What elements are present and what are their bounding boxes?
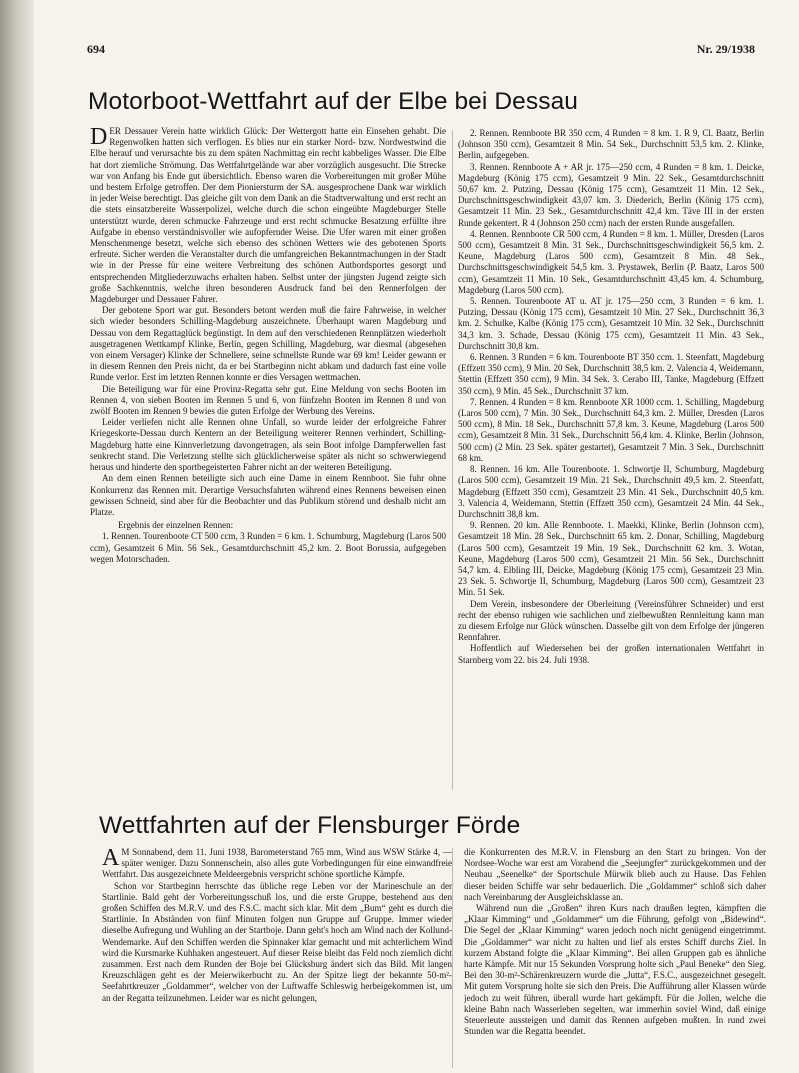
article1-race-2: 2. Rennen. Rennboote BR 350 ccm, 4 Runden = 8 km. 1. R 9, Cl. Baatz, Berlin (Johnson 350 ccm), Gesamtzeit 8 Min. 54 Sek., Durchschnitt 53,5 km. 2. Klinke, Berlin, aufgegeben. — [458, 128, 764, 161]
article1-para-2: Der gebotene Sport war gut. Besonders betont werden muß die faire Fahrweise, in welcher sich wieder besonders Schilling-Magdeburg auszeichnete. Überhaupt waren Magdeburg und Dessau von dem Regattaglück begünstigt. In dem auf den verschiedenen Rennplätzen wiederholt ausgetragenen Wettkampf Klinke, Berlin, gegen Schilling, Magdeburg, war diesmal (abgesehen von einem Versager) Klinke der Schnellere, seine schnellste Runde war 69 km! Leider gewann er in diesem Rennen den Preis nicht, da er bei Startbeginn nicht abkam und dadurch fast eine volle Runde verlor. Erst im letzten Rennen konnte er dies Versagen wettmachen. — [90, 305, 446, 383]
article1-race-3: 3. Rennen. Rennboote A + AR jr. 175—250 ccm, 4 Runden = 8 km. 1. Deicke, Magdeburg (König 175 ccm), Gesamtzeit 9 Min. 22 Sek., Gesamtdurchschnitt 50,67 km. 2. Putzing, Dessau (König 175 ccm), Gesamtzeit 11 Min. 12 Sek., Durchschnittsgeschwindigkeit 43,07 km. 3. Diederich, Berlin (König 175 ccm), Gesamtzeit 11 Min. 23 Sek., Gesamtdurchschnitt 42,4 km. Täve III in der ersten Runde gekentert. R 4 (Johnson 250 ccm) nach der ersten Runde ausgefallen. — [458, 161, 764, 228]
article1-para-4: Leider verliefen nicht alle Rennen ohne Unfall, so wurde leider der erfolgreiche Fahrer Kriegeskorte-Dessau durch Kentern an der Beteiligung weiterer Rennen verhindert, Schilling-Magdeburg hatte eine Kinnverletzung davongetragen, als sein Boot infolge Dampferwellen fast senkrecht stand. Die Verletzung stellte sich glücklicherweise später als nicht so schwerwiegend heraus und hinderte den sportbegeisterten Fahrer nicht an der weiteren Beteiligung. — [90, 417, 446, 473]
article2-title: Wettfahrten auf der Flensburger Förde — [99, 812, 521, 839]
article1-race-4: 4. Rennen. Rennboote CR 500 ccm, 4 Runden = 8 km. 1. Müller, Dresden (Laros 500 ccm), Gesamtzeit 8 Min. 31 Sek., Durchschnittsgeschwindigkeit 56,5 km. 2. Keune, Magdeburg (Laros 500 ccm), Gesamtzeit 8 Min. 48 Sek., Durchschnittsgeschwindigkeit 54,5 km. 3. Prystawek, Berlin (P. Baatz, Laros 500 ccm), Gesamtzeit 11 Min. 10 Sek., Gesamtdurchschnitt 43,45 km. 4. Schumburg, Magdeburg (Laros 500 ccm). — [458, 228, 764, 295]
article1-race-6: 6. Rennen. 3 Runden = 6 km. Tourenboote BT 350 ccm. 1. Steenfatt, Magdeburg (Effzett 350 ccm), 9 Min. 20 Sek, Durchschnitt 38,5 km. 2. Valencia 4, Weidemann, Stettin (Effzett 350 ccm), 9 Min. 34 Sek. 3. Cerabo III, Tanke, Magdeburg (Effzett 350 ccm), 9 Min. 45 Sek., Durchschnitt 37 km. — [458, 352, 764, 396]
page-number: 694 — [87, 42, 105, 56]
article1-closing-2: Hoffentlich auf Wiedersehen bei der großen internationalen Wettfahrt in Starnberg vom 22. bis 24. Juli 1938. — [458, 643, 764, 665]
article2-para-2: Schon vor Startbeginn herrschte das übliche rege Leben vor der Marineschule an der Startlinie. Bald geht der Vorbereitungsschuß los, und die erste Gruppe, bestehend aus den großen Schiffen des M.R.V. und des F.S.C. macht sich klar. Mit dem „Bum“ geht es durch die Startlinie. In Abständen von fünf Minuten folgen nun Gruppe auf Gruppe. Immer wieder dieselbe Aufregung und Wuhling an der Startboje. Dann geht's hoch am Wind nach der Kollund-Wendemarke. Auf den Schiffen werden die Spinnaker klar gemacht und mit achterlichem Wind wird die Kursmarke Kuhhaken angesteuert. Auf dieser Reise bleibt das Feld noch ziemlich dicht zusammen. Erst nach dem Runden der Boje bei Glücksburg ändert sich das Bild. Mit langen Kreuzschlägen geht es der Meierwikerbucht zu. An der Spitze liegt der bekannte 50-m²-Seefahrtkreuzer „Goldammer“, welcher von der Luftwaffe Schleswig herbeigekommen ist, um an der Regatta teilzunehmen. Leider war es nicht gelungen, — [102, 880, 452, 1003]
issue-number: Nr. 29/1938 — [696, 42, 755, 56]
article2-para-3: die Konkurrenten des M.R.V. in Flensburg an den Start zu bringen. Von der Nordsee-Woche war erst am Vorabend die „Seejungfer“ zurückgekommen und der Neubau „Seenelke“ der Sportschule Mürwik blieb auch zu Hause. Das Fehlen dieser beiden Schiffe war sehr bedauerlich. Die „Goldammer“ schloß sich daher nach Vereinbarung der Ausgleichsklasse an. — [464, 847, 766, 902]
article1-para-5: An dem einen Rennen beteiligte sich auch eine Dame in einem Rennboot. Sie fuhr ohne Konkurrenz das Rennen mit. Derartige Versuchsfahrten während eines Rennens beweisen einen gewissen Schneid, sind aber für die Beobachter und das Publikum störend und deshalb nicht am Platze. — [90, 473, 446, 517]
column-divider — [452, 130, 453, 790]
article1-left-column — [90, 126, 446, 786]
article1-para-1: DER Dessauer Verein hatte wirklich Glück: Der Wettergott hatte ein Einsehen gehabt. Die Regenwolken hatten sich verflogen. Es blies nur ein starker Nord- bzw. Nordwestwind die Elbe herauf und verursachte bis zu dem späten Nachmittag ein recht kabbeliges Wasser. Die Elbe hat dort ziemliche Strömung. Das Wettfahrtgelände war aber vorzüglich ausgesucht. Die Strecke war von Anfang bis Ende gut übersichtlich. Ebenso waren die Vorbereitungen mit großer Mühe und bestem Erfolge getroffen. Der dem Pioniersturm der SA. ausgesprochene Dank war wirklich in jeder Weise berechtigt. Das gleiche gilt von dem Dank an die Stadtverwaltung und erst recht an die stets einsatzbereite Wasserpolizei, welche durch die schon eingeübte Magdeburger Stelle unterstützt wurde, deren schmucke Fahrzeuge und erst recht schmucke Besatzung erfüllte ihre Aufgabe in ebenso verständnisvoller wie aufopfernder Weise. Die Ufer waren mit einer großen Menschenmenge besetzt, welche sich ebenso des schönen Wetters wie des gebotenen Sports erfreute. Sicher werden die Veranstalter durch die umfangreichen Bekanntmachungen in der Stadt wie in der Presse für eine weitere Verbreitung des schönen Autbordsportes gesorgt und entsprechenden Mitgliederzuwachs erhalten haben. Selbst unter der jüngsten Jugend zeigte sich große Sachkenntnis, welche ihren besonderen Ausdruck fand bei den Rennerfolgen der Magdeburger und Dessauer Fahrer. — [90, 126, 446, 305]
column-divider — [452, 848, 453, 1068]
article2-para-4: Während nun die „Großen“ ihren Kurs nach draußen legten, kämpften die „Klaar Kimming“ und „Goldammer“ um die Führung, gefolgt von „Bidewind“. Die Segel der „Klaar Kimming“ waren jedoch noch nicht genügend eingetrimmt. Die „Goldammer“ war nicht zu halten und lief als erstes Schiff durchs Ziel. In kurzem Abstand folgte die „Klaar Kimming“. Bei allen Gruppen gab es ähnliche harte Kämpfe. Mit nur 15 Sekunden Vorsprung holte sich „Paul Beneke“ den Sieg. Bei den 30-m²-Schärenkreuzern wurde die „Jutta“, F.S.C., ausgezeichnet gesegelt. Mit gutem Vorsprung holte sie sich den Preis. Die Aufführung aller Klassen würde jedoch zu weit führen, überall wurde hart gekämpft. Für die Jollen, welche die kleine Bahn nach Wasserleben segelten, war immerhin soviel Wind, daß einige Steuerleute aussteigen und damit das Rennen aufgeben mußten. In rund zwei Stunden war die Regatta beendet. — [464, 903, 766, 1037]
article1-closing-1: Dem Verein, insbesondere der Oberleitung (Vereinsführer Schneider) und erst recht der ebenso ruhigen wie sachlichen und zielbewußten Rennleitung kann man zu diesem Erfolge nur Glück wünschen. Dasselbe gilt von dem Erfolge der jüngeren Rennfahrer. — [458, 598, 764, 643]
article1-race-9: 9. Rennen. 20 km. Alle Rennboote. 1. Maekki, Klinke, Berlin (Johnson ccm), Gesamtzeit 18 Min. 28 Sek., Durchschnitt 65 km. 2. Donar, Schilling, Magdeburg (Laros 500 ccm), Gesamtzeit 19 Min. 19 Sek., Durchschnitt 62 km. 3. Wotan, Keune, Magdeburg (Laros 500 ccm), Gesamtzeit 21 Min. 56 Sek., Durchschnitt 54,7 km. 4. Elbling III, Deicke, Magdeburg (König 175 ccm), Gesamtzeit 23 Min. 23 Sek. 5. Schwortje II, Schumburg, Magdeburg (Laros 500 ccm), Gesamtzeit 23 Min. 51 Sek. — [458, 520, 764, 598]
article1-race-1: 1. Rennen. Tourenboote CT 500 ccm, 3 Runden = 6 km. 1. Schumburg, Magdeburg (Laros 500 ccm), Gesamtzeit 6 Min. 56 Sek., Gesamtdurchschnitt 45,2 km. 2. Boot Borussia, aufgegeben wegen Motorschaden. — [90, 531, 446, 564]
article1-right-column — [458, 128, 764, 788]
article2-dropcap: A — [102, 847, 120, 871]
book-spine-shadow — [0, 0, 34, 1073]
article1-race-7: 7. Rennen. 4 Runden = 8 km. Rennboote XR 1000 ccm. 1. Schilling, Magdeburg (Laros 500 ccm), 7 Min. 30 Sek., Durchschnitt 64,3 km. 2. Müller, Dresden (Laros 500 ccm), 8 Min. 18 Sek., Durchschnitt 57,8 km. 3. Keune, Magdeburg (Laros 500 ccm), Gesamtzeit 8 Min. 31 Sek., Durchschnitt 56,4 km. 4. Klinke, Berlin (Johnson, 500 ccm) (2 Min. 23 Sek. später gestartet), Gesamtzeit 7 Min. 3 Sek., Durchschnitt 68 km. — [458, 396, 764, 463]
article1-dropcap: D — [90, 126, 108, 150]
article1-title: Motorboot-Wettfahrt auf der Elbe bei Dessau — [88, 88, 579, 115]
article2-left-column — [102, 847, 452, 1067]
article1-results-heading: Ergebnis der einzelnen Rennen: — [118, 520, 234, 531]
article1-race-8: 8. Rennen. 16 km. Alle Tourenboote. 1. Schwortje II, Schumburg, Magdeburg (Laros 500 ccm), Gesamtzeit 19 Min. 21 Sek., Durchschnitt 49,5 km. 2. Steenfatt, Magdeburg (Effzett 350 ccm), Gesamtzeit 23 Min. 41 Sek., Durchschnitt 40,5 km. 3. Valencia 4, Weidemann, Stettin (Effzett 350 ccm), Gesamtzeit 24 Min. 44 Sek., Durchschnitt 38,8 km. — [458, 464, 764, 519]
article1-para-3: Die Beteiligung war für eine Provinz-Regatta sehr gut. Eine Meldung von sechs Booten im Rennen 4, von sieben Booten im Rennen 5 und 6, von fünfzehn Booten im Rennen 8 und von zwölf Booten im Rennen 9 bewies die guten Erfolge der Werbung des Vereins. — [90, 383, 446, 417]
article1-race-5: 5. Rennen. Tourenboote AT u. AT jr. 175—250 ccm, 3 Runden = 6 km. 1. Putzing, Dessau (König 175 ccm), Gesamtzeit 10 Min. 27 Sek., Durchschnitt 36,3 km. 2. Schulke, Kalbe (König 175 ccm), Gesamtzeit 10 Min. 32 Sek., Durchschnitt 34,3 km. 3. Schade, Dessau (König 175 ccm), Gesamtzeit 11 Min. 43 Sek., Durchschnitt 30,8 km. — [458, 296, 764, 351]
article2-para-1: A M Sonnabend, dem 11. Juni 1938, Barometerstand 765 mm, Wind aus WSW Stärke 4, — später weniger. Dazu Sonnenschein, also alles gute Vorbedingungen für eine einwandfreie Wettfahrt. Das ausgezeichnete Meldeergebnis verspricht schöne sportliche Kämpfe. — [102, 847, 452, 880]
article2-right-column — [464, 847, 766, 1067]
